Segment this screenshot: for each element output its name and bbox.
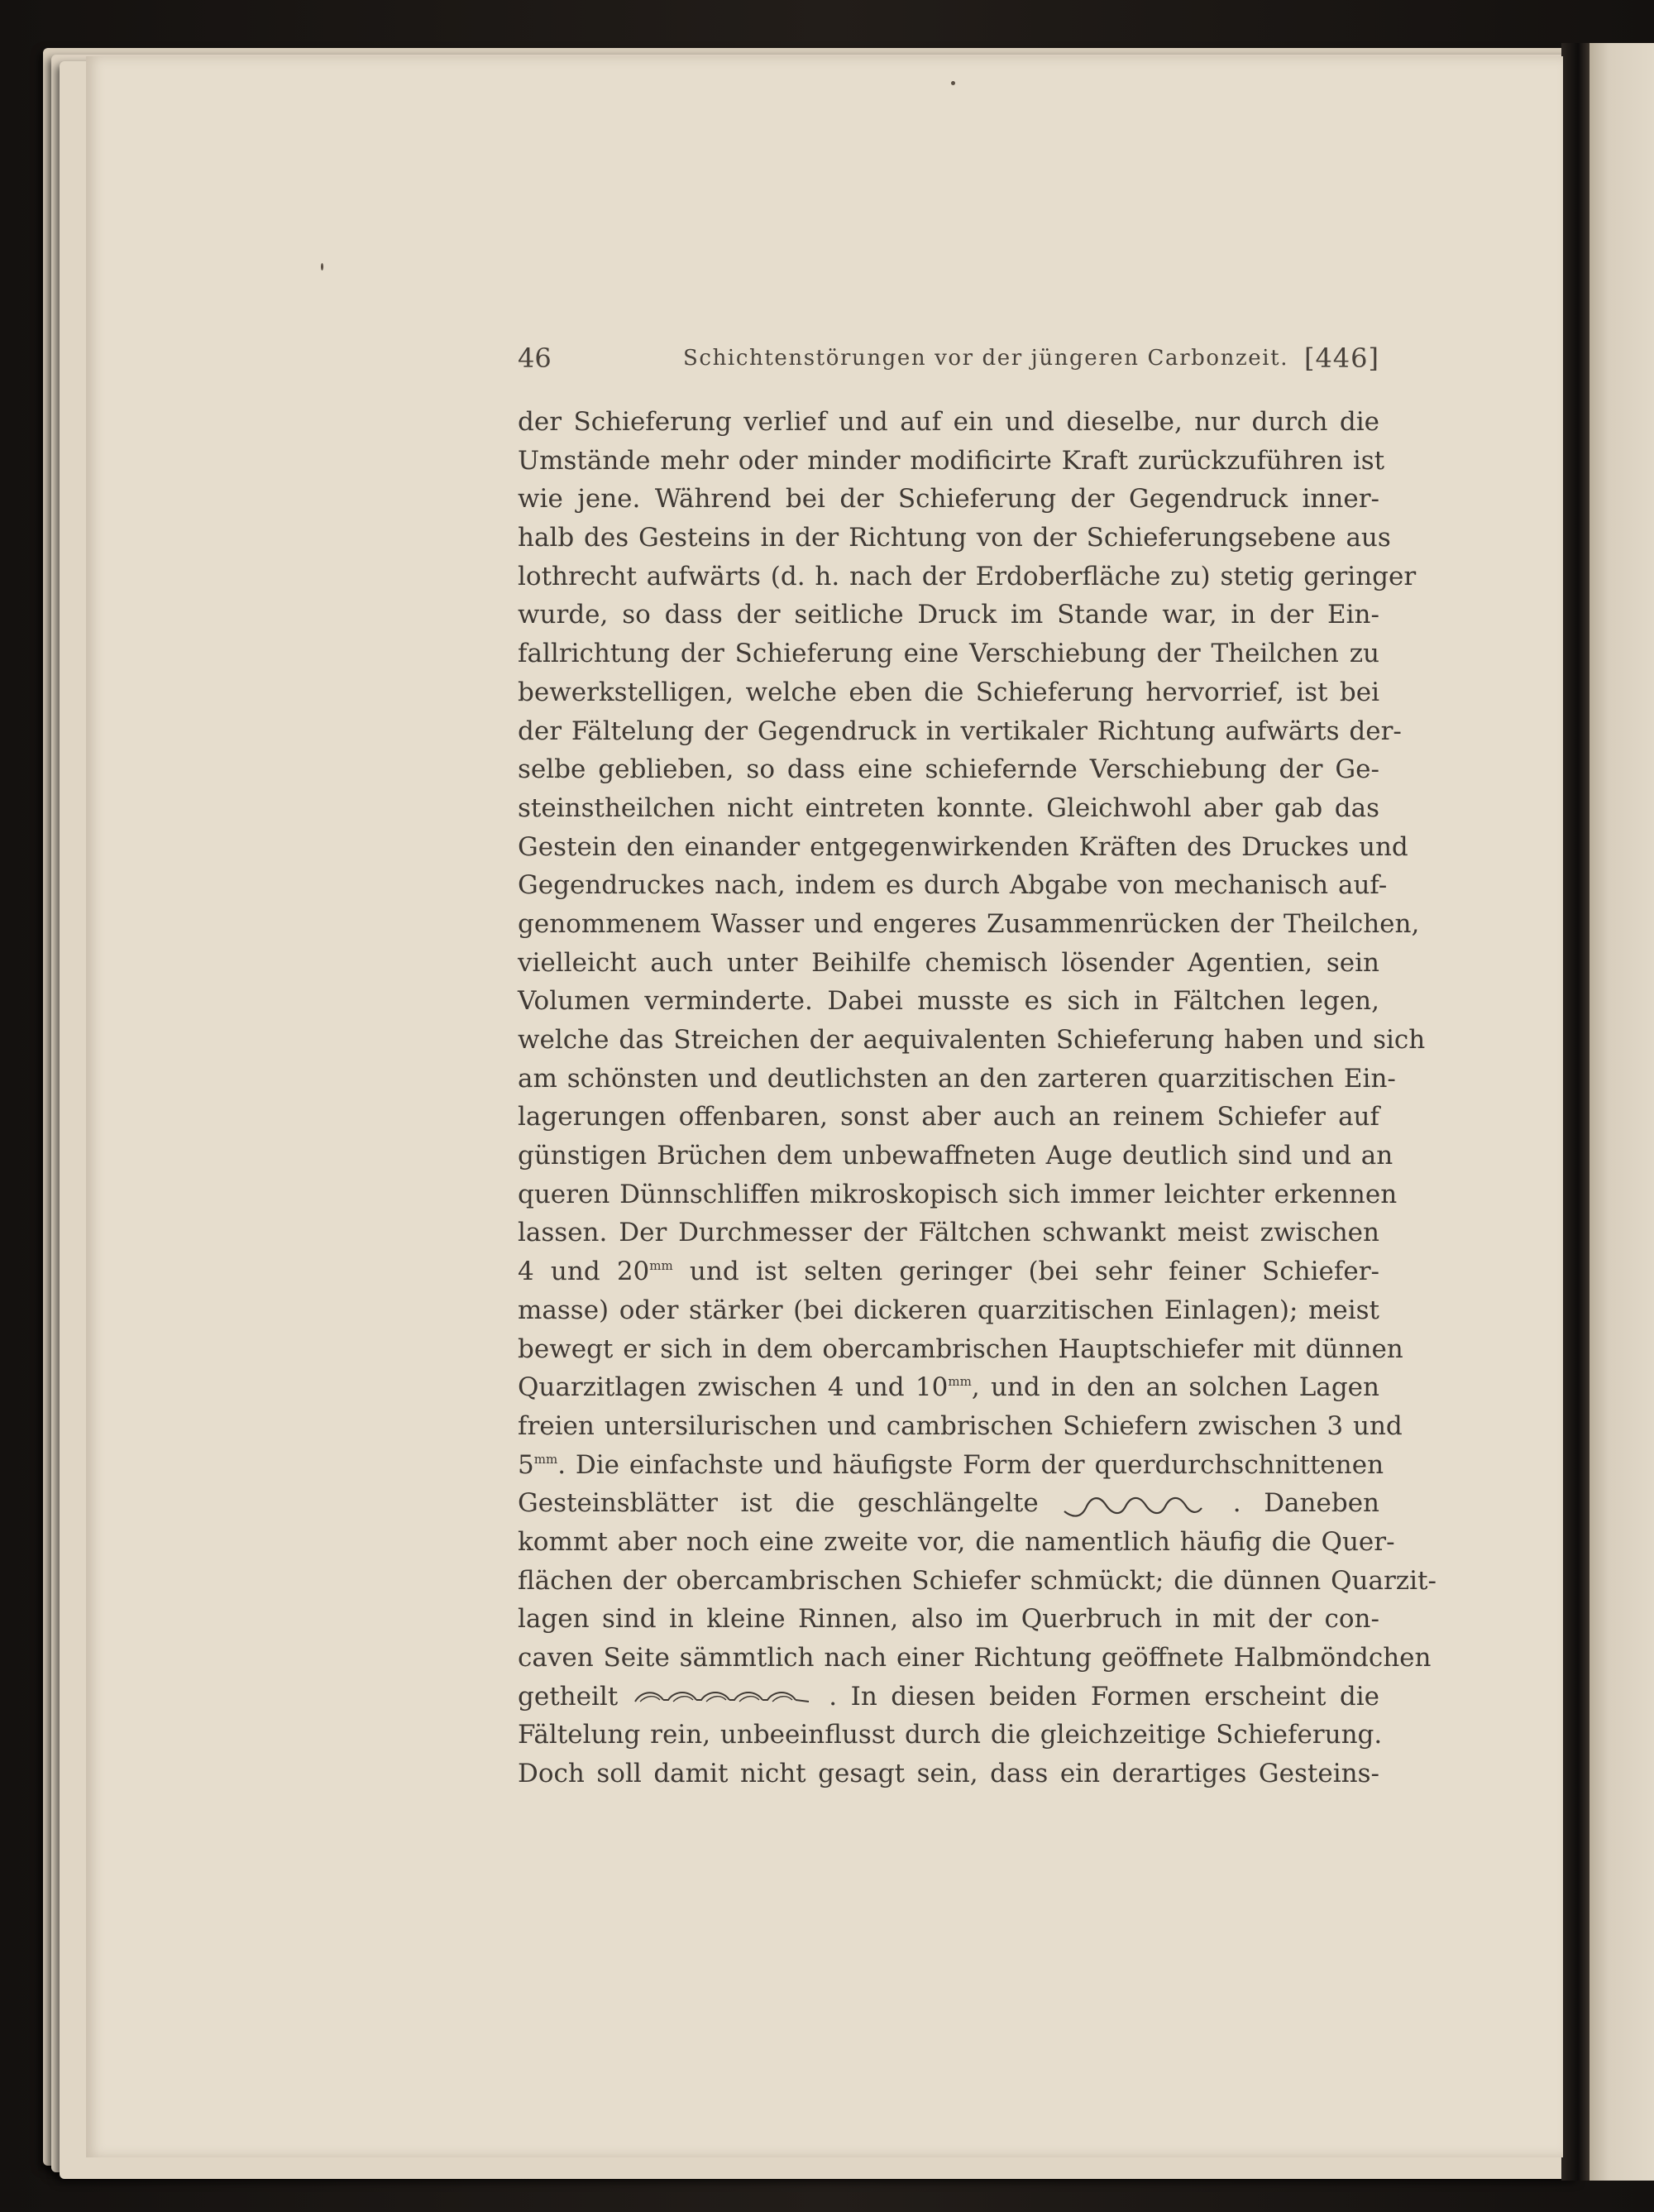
text-line: Volumen verminderte. Dabei musste es sich in Fältchen legen, <box>518 986 1379 1017</box>
text-line: Fältelung rein, unbeeinflusst durch die gleichzeitige Schieferung. <box>518 1720 1383 1750</box>
text-run: . Die einfachste und häufigste Form der querdurchschnittenen <box>557 1449 1384 1480</box>
text-line: lothrecht aufwärts (d. h. nach der Erdoberfläche zu) stetig geringer <box>518 561 1417 591</box>
text-run: . In diesen beiden Formen erscheint die <box>829 1681 1380 1712</box>
text-line: Doch soll damit nicht gesagt sein, dass ein derartiges Gesteins- <box>518 1759 1379 1789</box>
text-line <box>518 1484 1379 1523</box>
text-line: lagen sind in kleine Rinnen, also im Querbruch in mit der con- <box>518 1604 1379 1635</box>
text-run: 5 <box>518 1449 534 1480</box>
text-line: der Fältelung der Gegendruck in vertikaler Richtung aufwärts der- <box>518 716 1402 746</box>
text-line: vielleicht auch unter Beihilfe chemisch lösender Agentien, sein <box>518 947 1379 978</box>
text-run: . Daneben <box>1232 1488 1380 1519</box>
serpentine-fold-figure <box>1061 1490 1210 1520</box>
text-run: Quarzitlagen zwischen 4 und 10 <box>518 1372 949 1403</box>
text-line: Gestein den einander entgegenwirkenden Kräften des Druckes und <box>518 831 1408 862</box>
page-number: 46 <box>518 342 552 374</box>
running-title: Schichtenstörungen vor der jüngeren Carbonzeit. <box>683 346 1289 371</box>
text-line: Umstände mehr oder minder modificirte Kraft zurückzuführen ist <box>518 445 1385 476</box>
text-line: bewegt er sich in dem obercambrischen Hauptschiefer mit dünnen <box>518 1333 1403 1364</box>
text-line: freien untersilurischen und cambrischen Schiefern zwischen 3 und <box>518 1410 1403 1441</box>
text-line <box>518 1252 1379 1291</box>
running-head <box>518 342 1379 384</box>
crescent-fold-figure <box>632 1685 815 1710</box>
text-run: getheilt <box>518 1681 619 1712</box>
paper-speck <box>321 263 323 271</box>
paper-speck <box>951 81 955 85</box>
text-line <box>518 1446 1384 1485</box>
text-line <box>518 1368 1379 1407</box>
text-line: lagerungen offenbaren, sonst aber auch an reinem Schiefer auf <box>518 1102 1379 1132</box>
body-text <box>518 403 1436 1793</box>
facing-page-edge <box>1589 43 1654 2181</box>
text-line: wurde, so dass der seitliche Druck im Stande war, in der Ein- <box>518 600 1379 630</box>
text-line: genommenem Wasser und engeres Zusammenrücken der Theilchen, <box>518 908 1420 939</box>
unit-superscript: mm <box>948 1374 972 1390</box>
text-run: und ist selten geringer (bei sehr feiner Schiefer- <box>672 1257 1379 1287</box>
text-line: am schönsten und deutlichsten an den zarteren quarzitischen Ein- <box>518 1063 1396 1094</box>
text-run: 4 und 20 <box>518 1257 650 1287</box>
unit-superscript: mm <box>533 1451 558 1467</box>
text-line: queren Dünnschliffen mikroskopisch sich immer leichter erkennen <box>518 1179 1398 1209</box>
text-line: steinstheilchen nicht eintreten konnte. Gleichwohl aber gab das <box>518 792 1379 823</box>
text-line: der Schieferung verlief und auf ein und dieselbe, nur durch die <box>518 407 1379 437</box>
text-line: wie jene. Während bei der Schieferung der Gegendruck inner- <box>518 484 1379 515</box>
text-run: , und in den an solchen Lagen <box>971 1372 1379 1403</box>
original-page-number: [446] <box>1303 342 1379 374</box>
unit-superscript: mm <box>649 1258 673 1274</box>
text-line: bewerkstelligen, welche eben die Schieferung hervorrief, ist bei <box>518 677 1379 707</box>
text-line: fallrichtung der Schieferung eine Verschiebung der Theilchen zu <box>518 639 1379 669</box>
text-line: caven Seite sämmtlich nach einer Richtung geöffnete Halbmöndchen <box>518 1643 1432 1673</box>
text-line: selbe geblieben, so dass eine schiefernde Verschiebung der Ge- <box>518 754 1379 785</box>
text-run: Gesteinsblätter ist die geschlängelte <box>518 1488 1039 1519</box>
text-line: Gegendruckes nach, indem es durch Abgabe von mechanisch auf- <box>518 870 1388 901</box>
book-gutter <box>1561 43 1589 2181</box>
text-line: halb des Gesteins in der Richtung von der Schieferungsebene aus <box>518 523 1391 553</box>
text-line: flächen der obercambrischen Schiefer schmückt; die dünnen Quarzit- <box>518 1565 1436 1596</box>
text-line: lassen. Der Durchmesser der Fältchen schwankt meist zwischen <box>518 1218 1379 1248</box>
text-line: masse) oder stärker (bei dickeren quarzitischen Einlagen); meist <box>518 1295 1379 1325</box>
text-line: günstigen Brüchen dem unbewaffneten Auge deutlich sind und an <box>518 1141 1393 1171</box>
text-line: welche das Streichen der aequivalenten Schieferung haben und sich <box>518 1025 1426 1055</box>
text-line <box>518 1678 1379 1716</box>
text-line: kommt aber noch eine zweite vor, die namentlich häufig die Quer- <box>518 1526 1395 1557</box>
